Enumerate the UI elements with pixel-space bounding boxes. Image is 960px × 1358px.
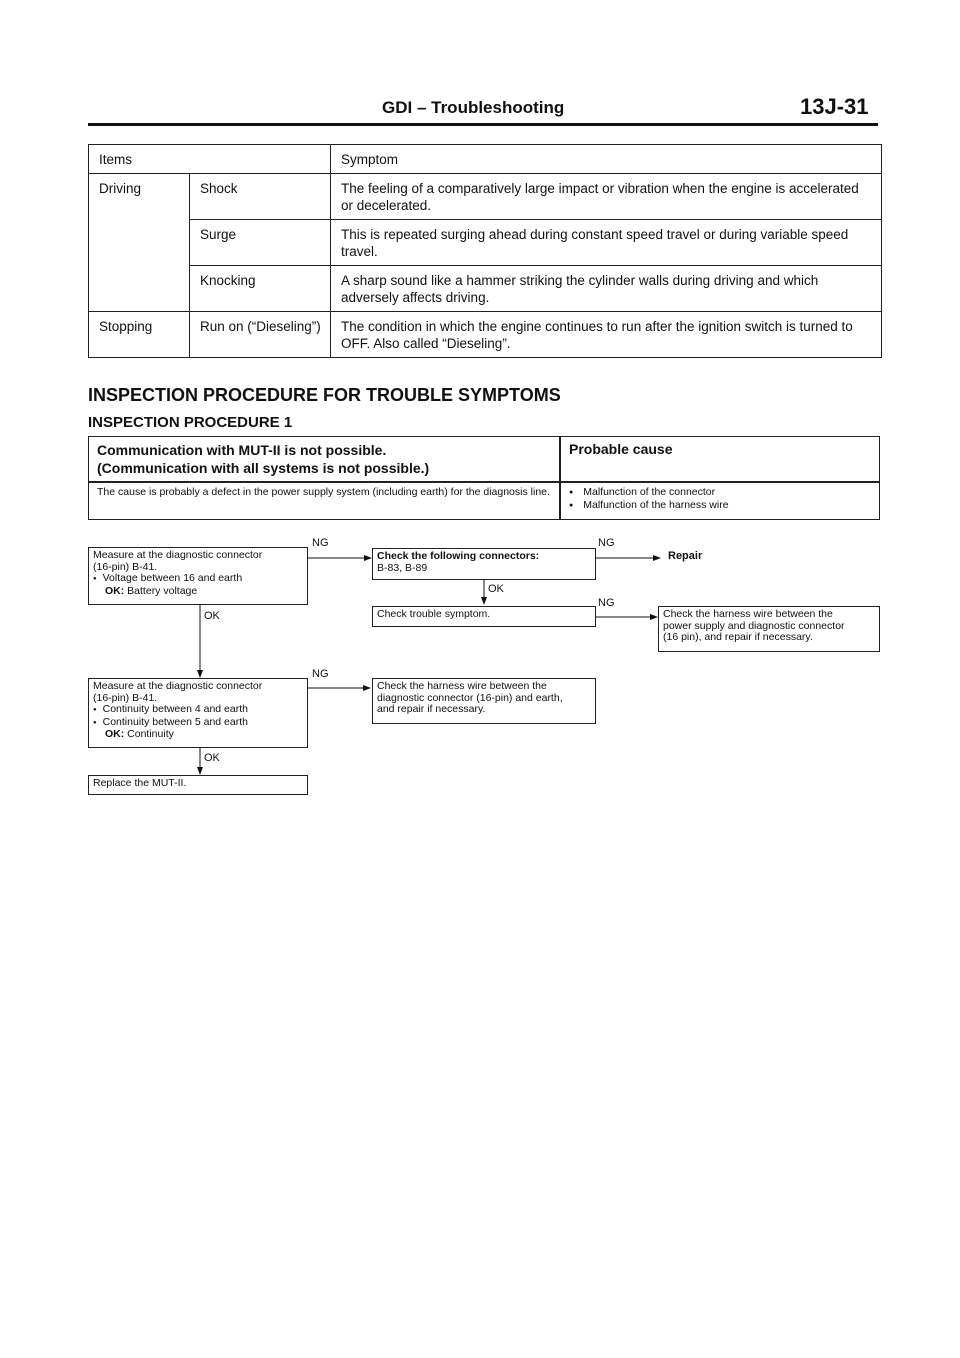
ok-value: Battery voltage	[127, 584, 198, 597]
item-cell: Knocking	[190, 266, 331, 312]
list-item: ● Malfunction of the harness wire	[569, 499, 729, 512]
page-number: 13J-31	[800, 94, 869, 119]
col-header-items: Items	[89, 145, 331, 174]
flow-text: Measure at the diagnostic connector	[93, 680, 263, 692]
flow-text: (16-pin) B-41.	[93, 691, 158, 704]
section-heading: INSPECTION PROCEDURE FOR TROUBLE SYMPTOMS	[88, 385, 561, 405]
page-title: GDI – Troubleshooting	[382, 98, 565, 117]
ok-branch-label: OK	[204, 752, 220, 764]
flow-step-check-harness-earth	[372, 678, 596, 724]
flow-step-measure-voltage	[88, 547, 308, 605]
flow-bullet: ● Continuity between 5 and earth	[93, 717, 303, 730]
ng-label: NG	[312, 668, 329, 680]
group-cell-stopping: Stopping	[89, 312, 190, 358]
procedure-title-line: Communication with MUT-II is not possible.	[97, 442, 387, 458]
flow-text: Check the harness wire between the	[663, 608, 833, 620]
flow-text: Replace the MUT-II.	[93, 777, 187, 789]
ng-label: NG	[312, 537, 329, 549]
flow-step-measure-continuity	[88, 678, 308, 748]
ok-label: OK:	[105, 584, 125, 597]
list-item: ● Malfunction of the connector	[569, 486, 729, 499]
flow-text: diagnostic connector (16-pin) and earth,	[377, 691, 563, 704]
flow-text: Check trouble symptom.	[377, 608, 491, 620]
item-cell: Surge	[190, 220, 331, 266]
flow-text: (16 pin), and repair if necessary.	[663, 631, 813, 643]
flow-text: B-83, B-89	[377, 561, 428, 574]
flow-bullet: ● Continuity between 4 and earth	[93, 704, 303, 717]
flow-text: and repair if necessary.	[377, 703, 486, 715]
item-cell: Shock	[190, 174, 331, 220]
probable-cause-heading: Probable cause	[569, 441, 673, 457]
symptom-cell: The feeling of a comparatively large impact or vibration when the engine is accelerated or decelerated.	[331, 174, 882, 220]
ok-label: OK:	[105, 728, 125, 740]
flow-text: Check the following connectors:	[377, 550, 540, 562]
procedure-heading: INSPECTION PROCEDURE 1	[88, 414, 293, 431]
flow-text: Check the harness wire between the	[377, 680, 547, 692]
group-cell-driving: Driving	[89, 174, 190, 312]
flow-text: power supply and diagnostic connector	[663, 619, 845, 632]
flow-step-repair: Repair	[668, 550, 703, 562]
flow-bullet: ● Voltage between 16 and earth	[93, 573, 303, 586]
flow-step-check-harness-power	[658, 606, 880, 652]
flow-step-check-trouble-symptom	[372, 606, 596, 627]
ng-label: NG	[598, 597, 615, 609]
col-header-symptom: Symptom	[331, 145, 882, 174]
ng-label: NG	[598, 537, 615, 549]
item-cell: Run on (“Dieseling”)	[190, 312, 331, 358]
flow-step-replace-mut	[88, 775, 308, 795]
symptom-cell: This is repeated surging ahead during constant speed travel or during variable speed travel.	[331, 220, 882, 266]
flow-step-check-connectors	[372, 548, 596, 580]
symptom-cell: A sharp sound like a hammer striking the cylinder walls during driving and which adversely affects driving.	[331, 266, 882, 312]
procedure-title-line: (Communication with all systems is not possible.)	[97, 460, 430, 476]
flow-text: Measure at the diagnostic connector	[93, 549, 263, 561]
symptom-cell: The condition in which the engine continues to run after the ignition switch is turned to OFF. Also called “Dieseling”.	[331, 312, 882, 358]
ok-value: Continuity	[127, 728, 174, 740]
ok-branch-label: OK	[488, 583, 504, 595]
procedure-description: The cause is probably a defect in the power supply system (including earth) for the diagnosis line.	[97, 486, 550, 498]
flow-text: (16-pin) B-41.	[93, 560, 158, 573]
ok-branch-label: OK	[204, 610, 220, 622]
